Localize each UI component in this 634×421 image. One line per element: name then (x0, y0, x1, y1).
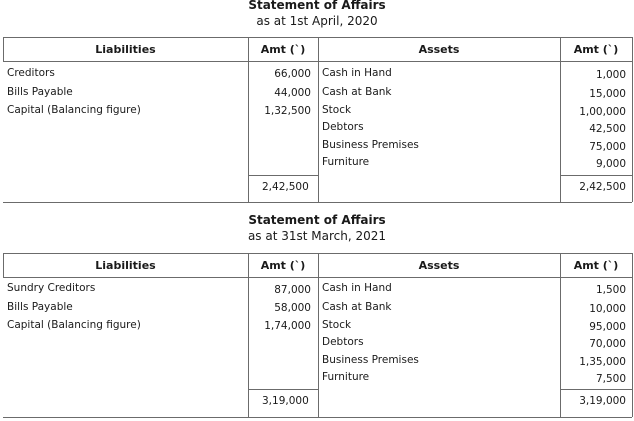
table-1-right-edge (632, 37, 633, 202)
table-2-col-divider-3 (560, 253, 561, 417)
table-1-liability-name: Creditors (7, 67, 55, 79)
table-1-col-divider-3 (560, 37, 561, 202)
table-1-liability-amount: 66,000 (274, 68, 311, 80)
table-2-liability-amount: 58,000 (274, 302, 311, 314)
table-1-asset-amount: 1,00,000 (579, 106, 626, 118)
table-1-total-line-left (248, 175, 318, 176)
table-2-asset-amount: 10,000 (589, 303, 626, 315)
table-2-asset-name: Stock (322, 319, 352, 331)
table-1-liability-amount: 1,32,500 (264, 105, 311, 117)
table-1-asset-name: Cash at Bank (322, 86, 392, 98)
table-2-liability-name: Bills Payable (7, 301, 73, 313)
table-1-bottom-border (3, 202, 632, 203)
table-2-liability-name: Capital (Balancing figure) (7, 319, 141, 331)
table-1-total-line-right (560, 175, 632, 176)
table-2-asset-name: Cash in Hand (322, 282, 392, 294)
table-2-asset-name: Debtors (322, 336, 364, 348)
table-2-total-line-right (560, 389, 632, 390)
table-2-asset-name: Cash at Bank (322, 301, 392, 313)
table-2-total-right: 3,19,000 (579, 395, 626, 407)
table-2-asset-amount: 95,000 (589, 321, 626, 333)
table-1-asset-name: Furniture (322, 156, 370, 168)
table-2-liability-amount: 87,000 (274, 284, 311, 296)
table-2-liability-name: Sundry Creditors (7, 282, 96, 294)
statement-1-subtitle: as at 1st April, 2020 (256, 14, 378, 28)
table-2-asset-amount: 70,000 (589, 338, 626, 350)
table-1-total-left: 2,42,500 (262, 181, 309, 193)
table-1-total-right: 2,42,500 (579, 181, 626, 193)
table-1-header-liabilities: Liabilities (95, 43, 156, 56)
table-2-liability-amount: 1,74,000 (264, 320, 311, 332)
table-1-col-divider-1 (248, 37, 249, 202)
table-1-header-assets: Assets (418, 43, 460, 56)
table-1-asset-name: Business Premises (322, 139, 419, 151)
table-2-col-divider-1 (248, 253, 249, 417)
table-1-asset-amount: 9,000 (595, 158, 626, 170)
table-2-asset-amount: 7,500 (595, 373, 626, 385)
table-1-asset-amount: 42,500 (589, 123, 626, 135)
table-1-header-amt-right: Amt (`) (573, 43, 619, 56)
table-2-header-liabilities: Liabilities (95, 259, 156, 272)
table-1-liability-name: Bills Payable (7, 86, 73, 98)
table-2-asset-name: Furniture (322, 371, 370, 383)
table-2-header-amt-right: Amt (`) (573, 259, 619, 272)
table-1-asset-amount: 75,000 (589, 141, 626, 153)
table-2-total-line-left (248, 389, 318, 390)
table-1-liability-name: Capital (Balancing figure) (7, 104, 141, 116)
table-1-liability-amount: 44,000 (274, 87, 311, 99)
table-2-right-edge (632, 253, 633, 417)
table-2-total-left: 3,19,000 (262, 395, 309, 407)
table-2-col-divider-2 (318, 253, 319, 417)
table-2-asset-amount: 1,500 (595, 284, 626, 296)
table-1-asset-amount: 15,000 (589, 88, 626, 100)
statement-2-title: Statement of Affairs (248, 213, 386, 227)
table-2-header-amt-left: Amt (`) (260, 259, 306, 272)
table-1-header-amt-left: Amt (`) (260, 43, 306, 56)
statement-2-subtitle: as at 31st March, 2021 (247, 229, 387, 243)
table-2-asset-name: Business Premises (322, 354, 419, 366)
table-2-header-assets: Assets (418, 259, 460, 272)
table-1-asset-name: Cash in Hand (322, 67, 392, 79)
statement-1-heading (0, 0, 634, 30)
table-1-asset-name: Stock (322, 104, 352, 116)
table-2-bottom-border (3, 417, 632, 418)
table-2-asset-amount: 1,35,000 (579, 356, 626, 368)
table-1-asset-name: Debtors (322, 121, 364, 133)
table-1-col-divider-2 (318, 37, 319, 202)
statement-1-title: Statement of Affairs (248, 0, 386, 12)
statement-2-heading (0, 212, 634, 245)
table-1-asset-amount: 1,000 (595, 69, 626, 81)
